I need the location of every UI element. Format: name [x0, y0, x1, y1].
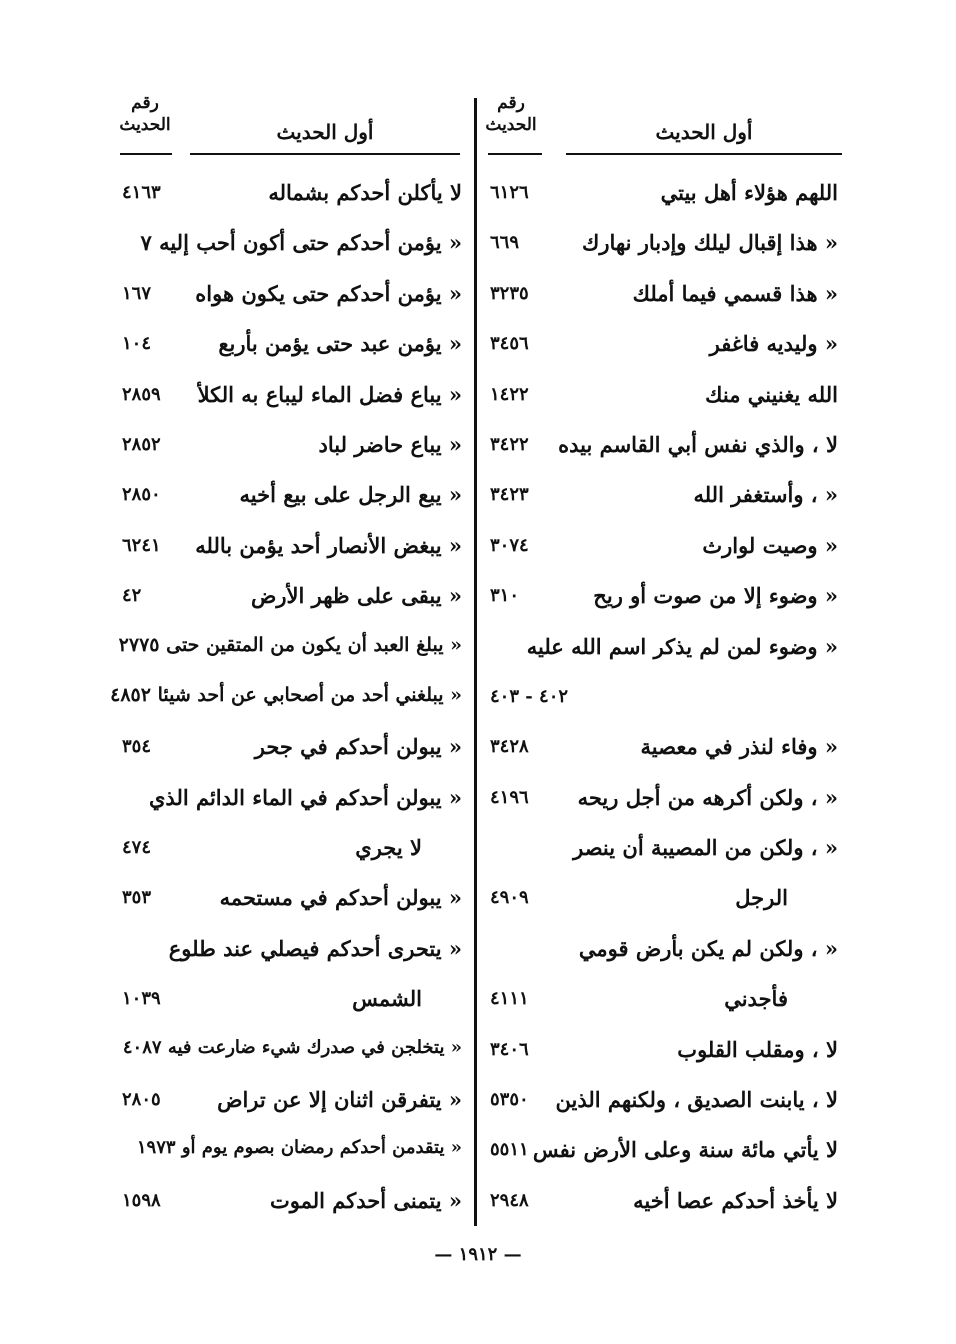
entry-text: لا يجري: [355, 835, 422, 861]
hadith-number: ٢٨٥٩: [122, 383, 161, 405]
index-row: [122, 777, 462, 827]
hadith-number: ٣١٠: [490, 585, 520, 607]
index-row: [122, 172, 462, 222]
right-number-rule: [488, 153, 542, 155]
hadith-number: ١٦٧: [122, 282, 152, 304]
entry-text: « وضوء لمن لم يذكر اسم الله عليه: [526, 633, 838, 659]
index-row: [490, 424, 838, 474]
hadith-number: ٢٨٥٢: [122, 433, 161, 455]
index-row: [110, 676, 462, 726]
index-row: [118, 626, 462, 676]
index-row: [490, 575, 838, 625]
index-row: [490, 676, 838, 726]
index-row: [490, 374, 838, 424]
entry-text: لا يأكلن أحدكم بشماله: [268, 180, 462, 205]
entry-text: « يتفرقن اثنان إلا عن تراض: [217, 1087, 462, 1113]
entry-text: « يؤمن عبد حتى يؤمن بأربع: [218, 331, 462, 357]
entry-text: « وضوء إلا من صوت أو ريح: [593, 583, 838, 609]
entry-text: « يبلغ العبد أن يكون من المتقين حتى ٢٧٧٥: [118, 633, 462, 656]
entry-text: « يؤمن أحدكم حتى يكون هواه: [195, 280, 462, 306]
entry-text: الله يغنيني منك: [705, 381, 838, 407]
index-row: [490, 323, 838, 373]
entry-text: « يبولن أحدكم في الماء الدائم الذي: [148, 784, 462, 810]
index-row: [122, 1129, 462, 1179]
index-row: [122, 273, 462, 323]
entry-text: « ، ولكن لم يكن بأرض قومي: [578, 935, 838, 961]
index-row: [122, 1029, 462, 1079]
hadith-number: ٤٠٢ - ٤٠٣: [490, 685, 569, 707]
index-row: [490, 877, 838, 927]
hadith-number: ٣٤٢٣: [490, 484, 529, 506]
hadith-number: ٥٣٥٠: [490, 1089, 529, 1111]
index-row: [490, 1079, 838, 1129]
left-title-header: أول الحديث: [276, 120, 374, 144]
entry-text: الرجل: [735, 885, 788, 911]
index-row: [490, 1129, 838, 1179]
hadith-number: ٣٤٥٦: [490, 333, 529, 355]
hadith-number: ٦٦٩: [490, 232, 520, 254]
entry-text: « يباع فضل الماء ليباع به الكلأ: [197, 381, 462, 407]
left-column: [110, 172, 462, 1230]
left-number-rule: [120, 153, 172, 155]
entry-text: « يبع الرجل على بيع أخيه: [239, 482, 462, 508]
index-row: [122, 424, 462, 474]
index-row: [490, 273, 838, 323]
index-row: [490, 626, 838, 676]
hadith-number: ٢٨٠٥: [122, 1089, 161, 1111]
index-row: [122, 1180, 462, 1230]
index-row: [490, 777, 838, 827]
right-number-header: [476, 92, 546, 136]
right-number-header-line2: الحديث: [485, 115, 537, 135]
entry-text: لا ، يابنت الصديق ، ولكنهم الذين: [555, 1087, 838, 1113]
hadith-number: ٥٥١١: [490, 1139, 529, 1161]
entry-text: « يبقى على ظهر الأرض: [251, 583, 462, 609]
hadith-number: ٤١١١: [490, 988, 529, 1010]
entry-text: « يباع حاضر لباد: [318, 431, 462, 457]
hadith-number: ٦١٢٦: [490, 182, 529, 203]
entry-text: اللهم هؤلاء أهل بيتي: [660, 180, 838, 205]
entry-text: « يؤمن أحدكم حتى أكون أحب إليه ٧: [140, 230, 462, 256]
entry-text: « يتقدمن أحدكم رمضان بصوم يوم أو ١٩٧٣: [136, 1137, 462, 1159]
left-number-header: [110, 92, 180, 136]
entry-text: « يبلغني أحد من أصحابي عن أحد شيئا ٤٨٥٢: [110, 683, 462, 706]
entry-text: لا يأخذ أحدكم عصا أخيه: [633, 1187, 838, 1213]
index-row: [490, 928, 838, 978]
hadith-number: ٣٥٣: [122, 887, 152, 909]
index-row: [490, 978, 838, 1028]
hadith-number: ٣٢٣٥: [490, 282, 529, 304]
index-row: [122, 877, 462, 927]
index-row: [490, 172, 838, 222]
left-number-header-line2: الحديث: [119, 115, 171, 135]
hadith-number: ٣٠٧٤: [490, 534, 529, 556]
index-row: [490, 726, 838, 776]
entry-text: لا ، ومقلب القلوب: [677, 1036, 838, 1062]
left-header-rule: [190, 153, 460, 155]
hadith-number: ١٥٩٨: [122, 1189, 161, 1211]
entry-text: « يتخلجن في صدرك شيء ضارعت فيه ٤٠٨٧: [122, 1036, 462, 1058]
entry-text: « وليديه فاغفر: [709, 331, 838, 357]
entry-text: « يبولن أحدكم في جحر: [254, 734, 462, 760]
entry-text: « يبغض الأنصار أحد يؤمن بالله: [195, 532, 462, 558]
entry-text: « يبولن أحدكم في مستحمه: [219, 885, 462, 911]
entry-text: « يتحرى أحدكم فيصلي عند طلوع: [168, 935, 462, 961]
hadith-number: ١٠٣٩: [122, 988, 161, 1010]
entry-text: « يتمنى أحدكم الموت: [269, 1187, 462, 1213]
entry-text: « وفاء لنذر في معصية: [640, 734, 838, 760]
index-row: [490, 222, 838, 272]
entry-text: « وصيت لوارث: [702, 532, 838, 558]
hadith-number: ٤٢: [122, 585, 142, 607]
entry-text: لا يأتي مائة سنة وعلى الأرض نفس: [532, 1137, 838, 1163]
entry-text: « ، ولكن أكرهه من أجل ريحه: [577, 784, 838, 810]
index-row: [122, 474, 462, 524]
entry-text: فأجدني: [724, 986, 788, 1012]
index-row: [122, 222, 462, 272]
hadith-number: ١٤٢٢: [490, 383, 529, 405]
column-divider: [474, 98, 477, 1226]
index-row: [490, 474, 838, 524]
entry-text: « هذا قسمي فيما أملك: [632, 280, 838, 306]
hadith-number: ٤١٦٣: [122, 182, 161, 203]
hadith-number: ٢٨٥٠: [122, 484, 161, 506]
right-title-header: أول الحديث: [655, 120, 753, 144]
index-row: [122, 978, 462, 1028]
index-row: [122, 827, 462, 877]
index-row: [122, 575, 462, 625]
index-row: [122, 323, 462, 373]
right-header-rule: [566, 153, 842, 155]
hadith-number: ١٠٤: [122, 333, 152, 355]
index-row: [490, 525, 838, 575]
right-column: [490, 172, 838, 1230]
hadith-number: ٣٥٤: [122, 736, 152, 758]
index-row: [122, 525, 462, 575]
index-row: [490, 827, 838, 877]
entry-text: لا ، والذي نفس أبي القاسم بيده: [558, 431, 838, 457]
index-row: [122, 1079, 462, 1129]
left-number-header-line1: رقم: [131, 93, 159, 113]
hadith-number: ٤١٩٦: [490, 786, 529, 808]
entry-text: الشمس: [352, 986, 422, 1012]
hadith-number: ٣٤٢٨: [490, 736, 529, 758]
hadith-number: ٦٢٤١: [122, 534, 161, 556]
page-number: — ١٩١٢ —: [434, 1244, 522, 1265]
hadith-number: ٣٤٠٦: [490, 1038, 529, 1060]
hadith-number: ٣٤٢٢: [490, 433, 529, 455]
index-row: [490, 1180, 838, 1230]
hadith-number: ٤٧٤: [122, 837, 152, 859]
index-row: [122, 928, 462, 978]
entry-text: « هذا إقبال ليلك وإدبار نهارك: [582, 230, 838, 256]
index-row: [122, 374, 462, 424]
index-row: [122, 726, 462, 776]
hadith-number: ٤٩٠٩: [490, 887, 529, 909]
entry-text: « ، وأستغفر الله: [693, 482, 838, 508]
entry-text: « ، ولكن من المصيبة أن ينصر: [573, 835, 838, 861]
index-row: [490, 1029, 838, 1079]
hadith-number: ٢٩٤٨: [490, 1189, 529, 1211]
right-number-header-line1: رقم: [497, 93, 525, 113]
